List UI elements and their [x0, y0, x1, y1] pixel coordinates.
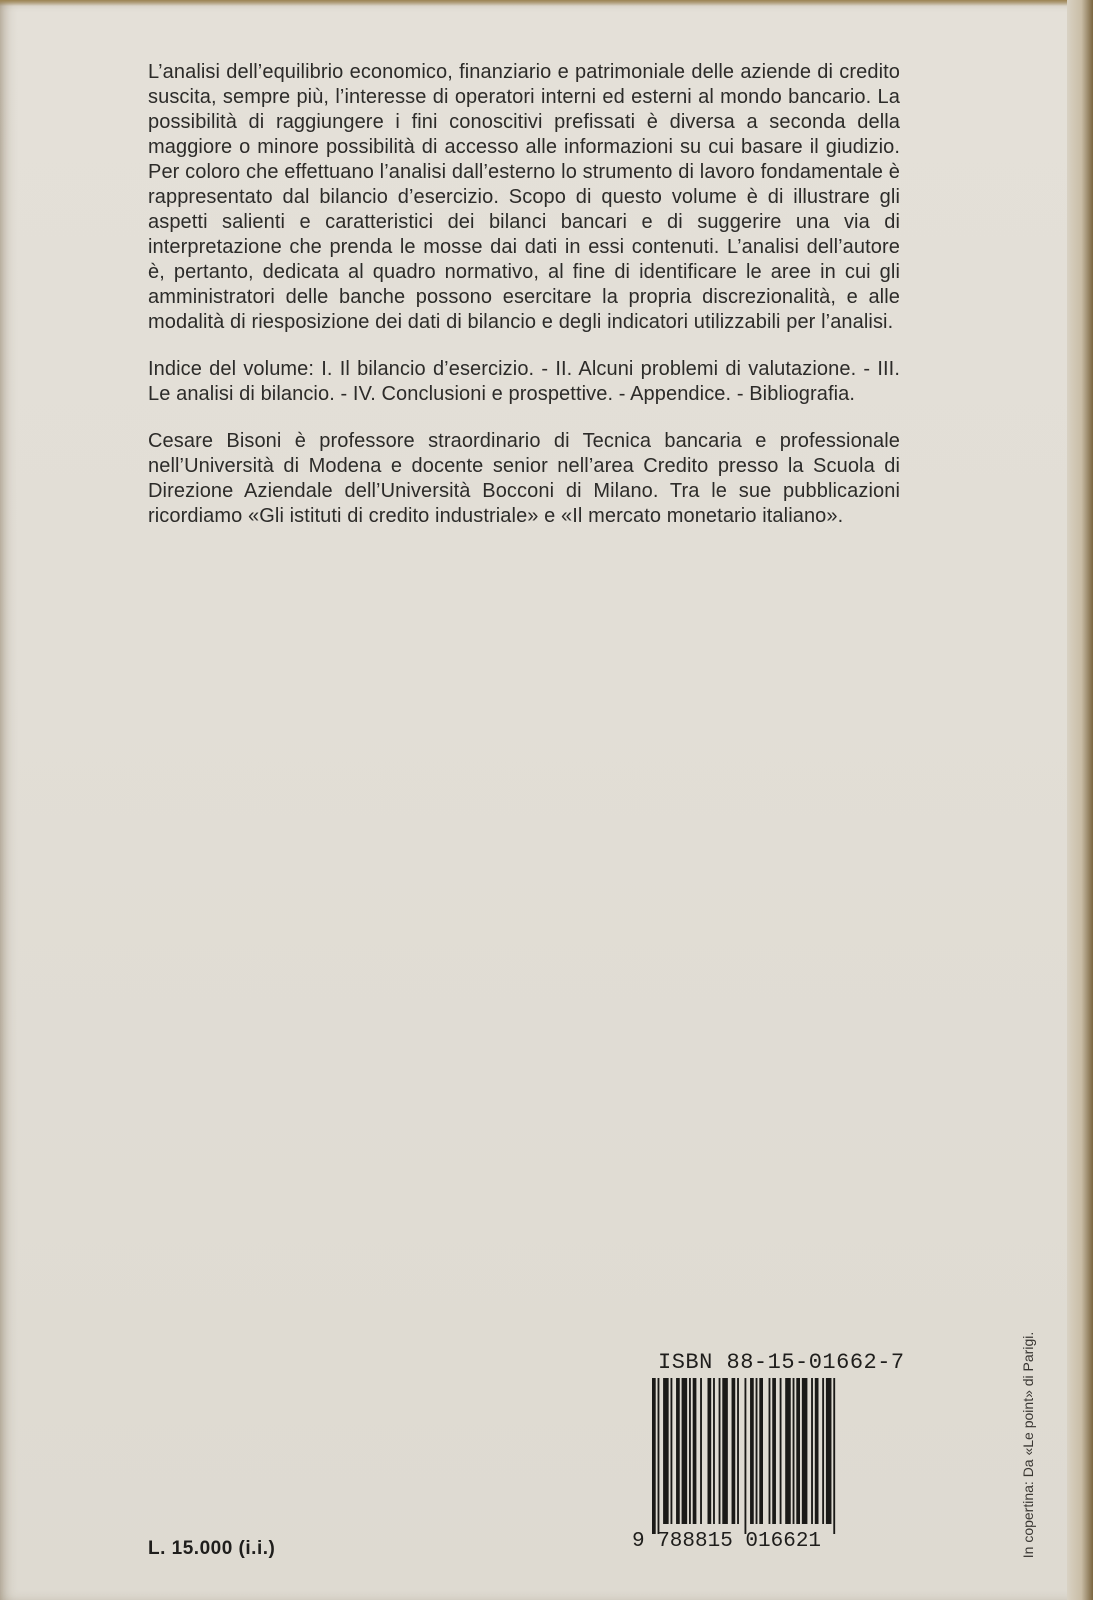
barcode-bar	[793, 1378, 795, 1524]
barcode-bar	[719, 1378, 721, 1524]
cover-right-edge	[1067, 0, 1093, 1600]
barcode-bar	[689, 1378, 691, 1524]
blurb-paragraph-description: L’analisi dell’equilibrio economico, finanziario e patrimoniale delle aziende di credito suscita, sempre più, l’interesse di operatori interni ed esterni al mondo bancario. La possibilità di raggiungere i fini conoscitivi prefissati è diversa a seconda della maggiore o minore possibilità di accesso alle informazioni su cui basare il giudizio. Per coloro che effettuano l’analisi dall’esterno lo strumento di lavoro fondamentale è rappresentato dal bilancio d’esercizio. Scopo di questo volume è di illustrare gli aspetti salienti e caratteristici dei bilanci bancari e di suggerire una via di interpretazione che prenda le mosse dai dati in essi contenuti. L’analisi dell’autore è, pertanto, dedicata al quadro normativo, al fine di identificare le aree in cui gli amministratori delle banche possono esercitare la propria discrezionalità, e alle modalità di riesposizione dei dati di bilancio e degli indicatori utilizzabili per l’analisi.	[148, 61, 900, 333]
cover-blurb	[148, 60, 900, 551]
barcode-bar	[750, 1378, 754, 1524]
barcode-bar	[822, 1378, 824, 1524]
barcode-bar	[780, 1378, 782, 1524]
blurb-paragraph-contents: Indice del volume: I. Il bilancio d’esercizio. - II. Alcuni problemi di valutazione. - III. Le analisi di bilancio. - IV. Conclusioni e prospettive. - Appendice. - Bibliografia.	[148, 358, 900, 405]
barcode-bar	[737, 1378, 739, 1524]
barcode-digits: 9 788815 016621	[632, 1530, 822, 1553]
barcode-bar	[796, 1378, 800, 1524]
blurb-paragraph-author: Cesare Bisoni è professore straordinario di Tecnica bancaria e professionale nell’Università di Modena e docente senior nell’area Credito presso la Scuola di Direzione Aziendale dell’Università Bocconi di Milano. Tra le sue pubblicazioni ricordiamo «Gli istituti di credito industriale» e «Il mercato monetario italiano».	[148, 430, 900, 527]
barcode-bar	[652, 1378, 656, 1534]
barcode-bar	[769, 1378, 771, 1524]
barcode-bar	[756, 1378, 758, 1524]
cover-credit-text: In copertina: Da «Le point» di Parigi.	[1020, 1331, 1036, 1559]
price-label: L. 15.000 (i.i.)	[148, 1538, 276, 1559]
isbn-label: ISBN 88-15-01662-7	[658, 1350, 905, 1375]
barcode-bar	[826, 1378, 832, 1524]
barcode-bar	[811, 1378, 813, 1524]
barcode-bar	[676, 1378, 680, 1524]
barcode-bar	[671, 1378, 673, 1524]
barcode-bar	[722, 1378, 728, 1524]
barcode-bar	[693, 1378, 697, 1524]
barcode-bar	[700, 1378, 702, 1524]
barcode-bar	[802, 1378, 808, 1524]
barcode-bar	[785, 1378, 791, 1524]
barcode-bar	[732, 1378, 736, 1524]
barcode-bar	[713, 1378, 715, 1524]
barcode-bar	[658, 1378, 660, 1534]
barcode-bar	[708, 1378, 712, 1524]
barcode-bar	[815, 1378, 819, 1524]
barcode-bar	[682, 1378, 688, 1524]
barcode-bar	[663, 1378, 669, 1524]
cover-top-edge	[0, 0, 1093, 6]
barcode-bar	[759, 1378, 763, 1524]
barcode-bar	[745, 1378, 747, 1534]
barcode-bar	[833, 1378, 835, 1534]
barcode	[652, 1378, 898, 1534]
barcode-bar	[772, 1378, 776, 1524]
